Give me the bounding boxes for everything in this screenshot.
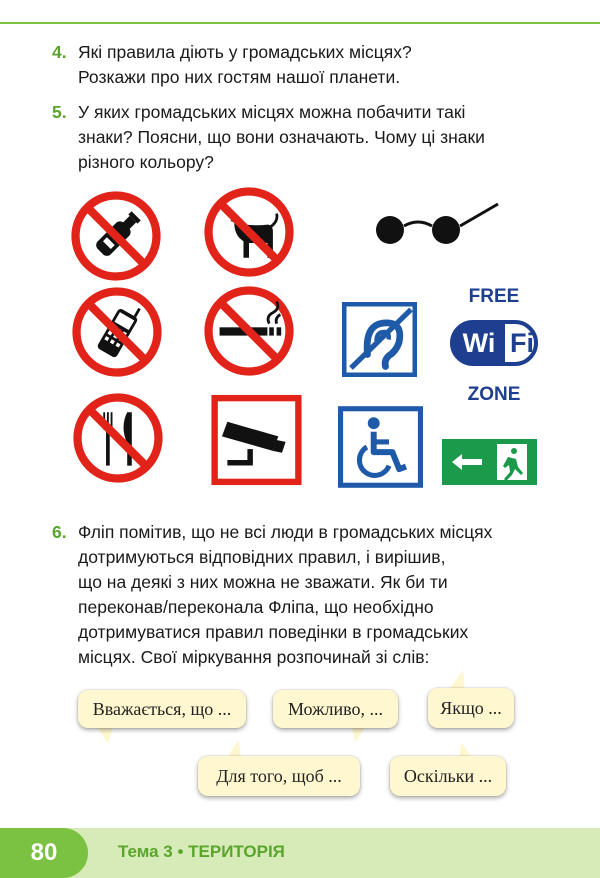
hearing-assistance-sign [342, 302, 417, 377]
emergency-exit-sign [442, 439, 537, 485]
no-dogs-sign [203, 186, 295, 278]
question-4 [52, 40, 412, 90]
question-line: дотримуватися правил поведінки в громадських [78, 622, 469, 642]
chapter-title: Тема 3 • ТЕРИТОРІЯ [118, 842, 285, 861]
bubble-tail [449, 670, 471, 690]
question-line: знаки? Поясни, що вони означають. Чому ці знаки [78, 127, 485, 147]
wifi-free-label: FREE [468, 286, 520, 307]
question-line: У яких громадських місцях можна побачити такі [78, 102, 466, 122]
free-wifi-sign [446, 284, 542, 410]
wifi-label-fi: Fi [510, 328, 534, 358]
phrase-bubble: Якщо ... [428, 688, 514, 728]
wheelchair-access-sign [338, 406, 423, 488]
question-number: 4. [52, 42, 67, 62]
no-bottles-sign [70, 190, 162, 282]
no-food-sign [72, 392, 164, 484]
wifi-badge [450, 320, 538, 366]
page-number: 80 [0, 828, 88, 878]
question-number: 5. [52, 102, 67, 122]
question-line: місцях. Свої міркування розпочинай зі слів: [78, 647, 430, 667]
question-line: Які правила діють у громадських місцях? [78, 42, 412, 62]
wifi-zone-label: ZONE [467, 384, 521, 405]
glasses-icon [370, 198, 505, 252]
question-number: 6. [52, 522, 67, 542]
question-line: різного кольору? [78, 152, 214, 172]
question-6 [52, 520, 492, 670]
wifi-label-wi: Wi [453, 323, 505, 363]
question-line: переконав/переконала Фліпа, що необхідно [78, 597, 434, 617]
phrase-bubble: Вважається, що ... [78, 690, 246, 728]
question-line: Розкажи про них гостям нашої планети. [78, 67, 401, 87]
phrase-bubble: Оскільки ... [390, 756, 506, 796]
footer-bar [0, 828, 600, 878]
phrase-bubble: Для того, щоб ... [198, 756, 360, 796]
no-phones-sign [71, 286, 163, 378]
question-5 [52, 100, 485, 175]
question-line: що на деякі з них можна не зважати. Як би ти [78, 572, 448, 592]
question-line: Фліп помітив, що не всі люди в громадських місцях [78, 522, 493, 542]
no-smoking-sign [203, 285, 295, 377]
top-divider [0, 22, 600, 24]
phrase-bubble: Можливо, ... [273, 690, 398, 728]
cctv-sign [211, 394, 302, 486]
question-line: дотримуються відповідних правил, і вирішив, [78, 547, 446, 567]
